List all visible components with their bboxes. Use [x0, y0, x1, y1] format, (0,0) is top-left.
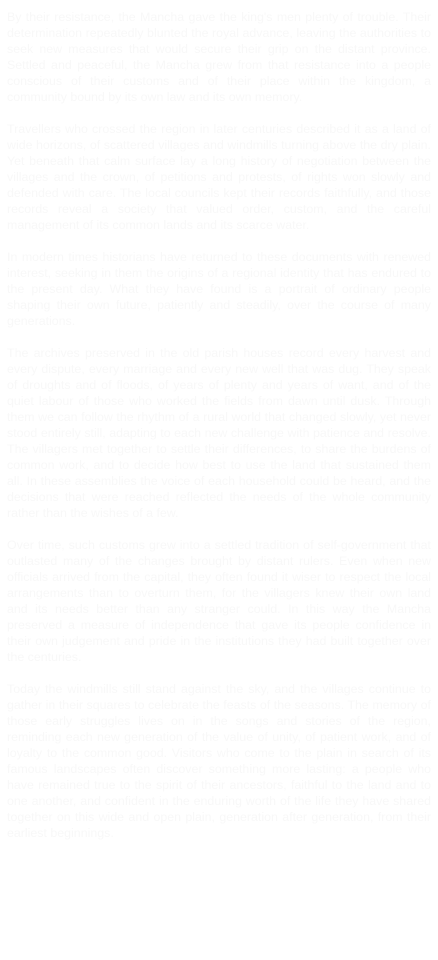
- paragraph: Today the windmills still stand against the sky, and the villages continue to gather in their squares to celebrate the feasts of the seasons. The memory of those early struggles lives on in the songs and stories of the region, reminding each new generation of the value of unity, of patient work, and of loyalty to the common good. Visitors who come to the plain in search of its famous landscapes often discover something more lasting: a people who have remained true to the spirit of their ancestors, faithful to the land and to one another, and confident in the enduring worth of the life they have shared together on this wide and open plain, generation after generation, from their earliest beginnings.: [7, 682, 431, 840]
- paragraph: The archives preserved in the old parish houses record every harvest and every dispute, every marriage and every new well that was dug. They speak of droughts and of floods, of years of plenty and years of want, and of the quiet labour of those who worked the fields from dawn until dusk. Through them we can follow the rhythm of a rural world that changed slowly, yet never stood entirely still, adapting to each new challenge with patience and resolve. The villagers met together to settle their differences, to share the burdens of common work, and to decide how best to use the land that sustained them all. In these assemblies the voice of each household could be heard, and the decisions that were reached reflected the needs of the whole community rather than the wishes of a few.: [7, 346, 431, 520]
- paragraph: By their resistance, the Mancha gave the king's men plenty of trouble. Their determination repeatedly blunted the royal advance, leaving the authorities to seek new measures that would secure their grip on the distant province. Settled and peaceful, the Mancha grew from that resistance into a people conscious of their customs and of their place within the kingdom, a community bound by its own law and its own memory.: [7, 10, 431, 104]
- paragraph: Travellers who crossed the region in later centuries described it as a land of wide horizons, of scattered villages and windmills turning above the dry plain. Yet beneath that calm surface lay a long history of negotiation between the villages and the crown, of petitions and protests, of rights won slowly and defended with care. The local councils kept their records faithfully, and those records reveal a society that valued order, custom, and the careful management of its common lands and its scarce water.: [7, 122, 431, 232]
- paragraph: In modern times historians have returned to these documents with renewed interest, seeking in them the origins of a regional identity that has endured to the present day. What they have found is a portrait of ordinary people shaping their own future, patiently and steadily, over the course of many generations.: [7, 250, 431, 328]
- paragraph: Over time, such customs grew into a settled tradition of self-government that outlasted many of the changes brought by distant rulers. Even when new officials arrived from the capital, they often found it wiser to respect the local arrangements than to overturn them, for the villagers knew their own land and its needs better than any stranger could. In this way the Mancha preserved a measure of independence that gave its people confidence in their own judgement and pride in the institutions they had built together over the centuries.: [7, 538, 431, 664]
- document-body: [7, 9, 431, 857]
